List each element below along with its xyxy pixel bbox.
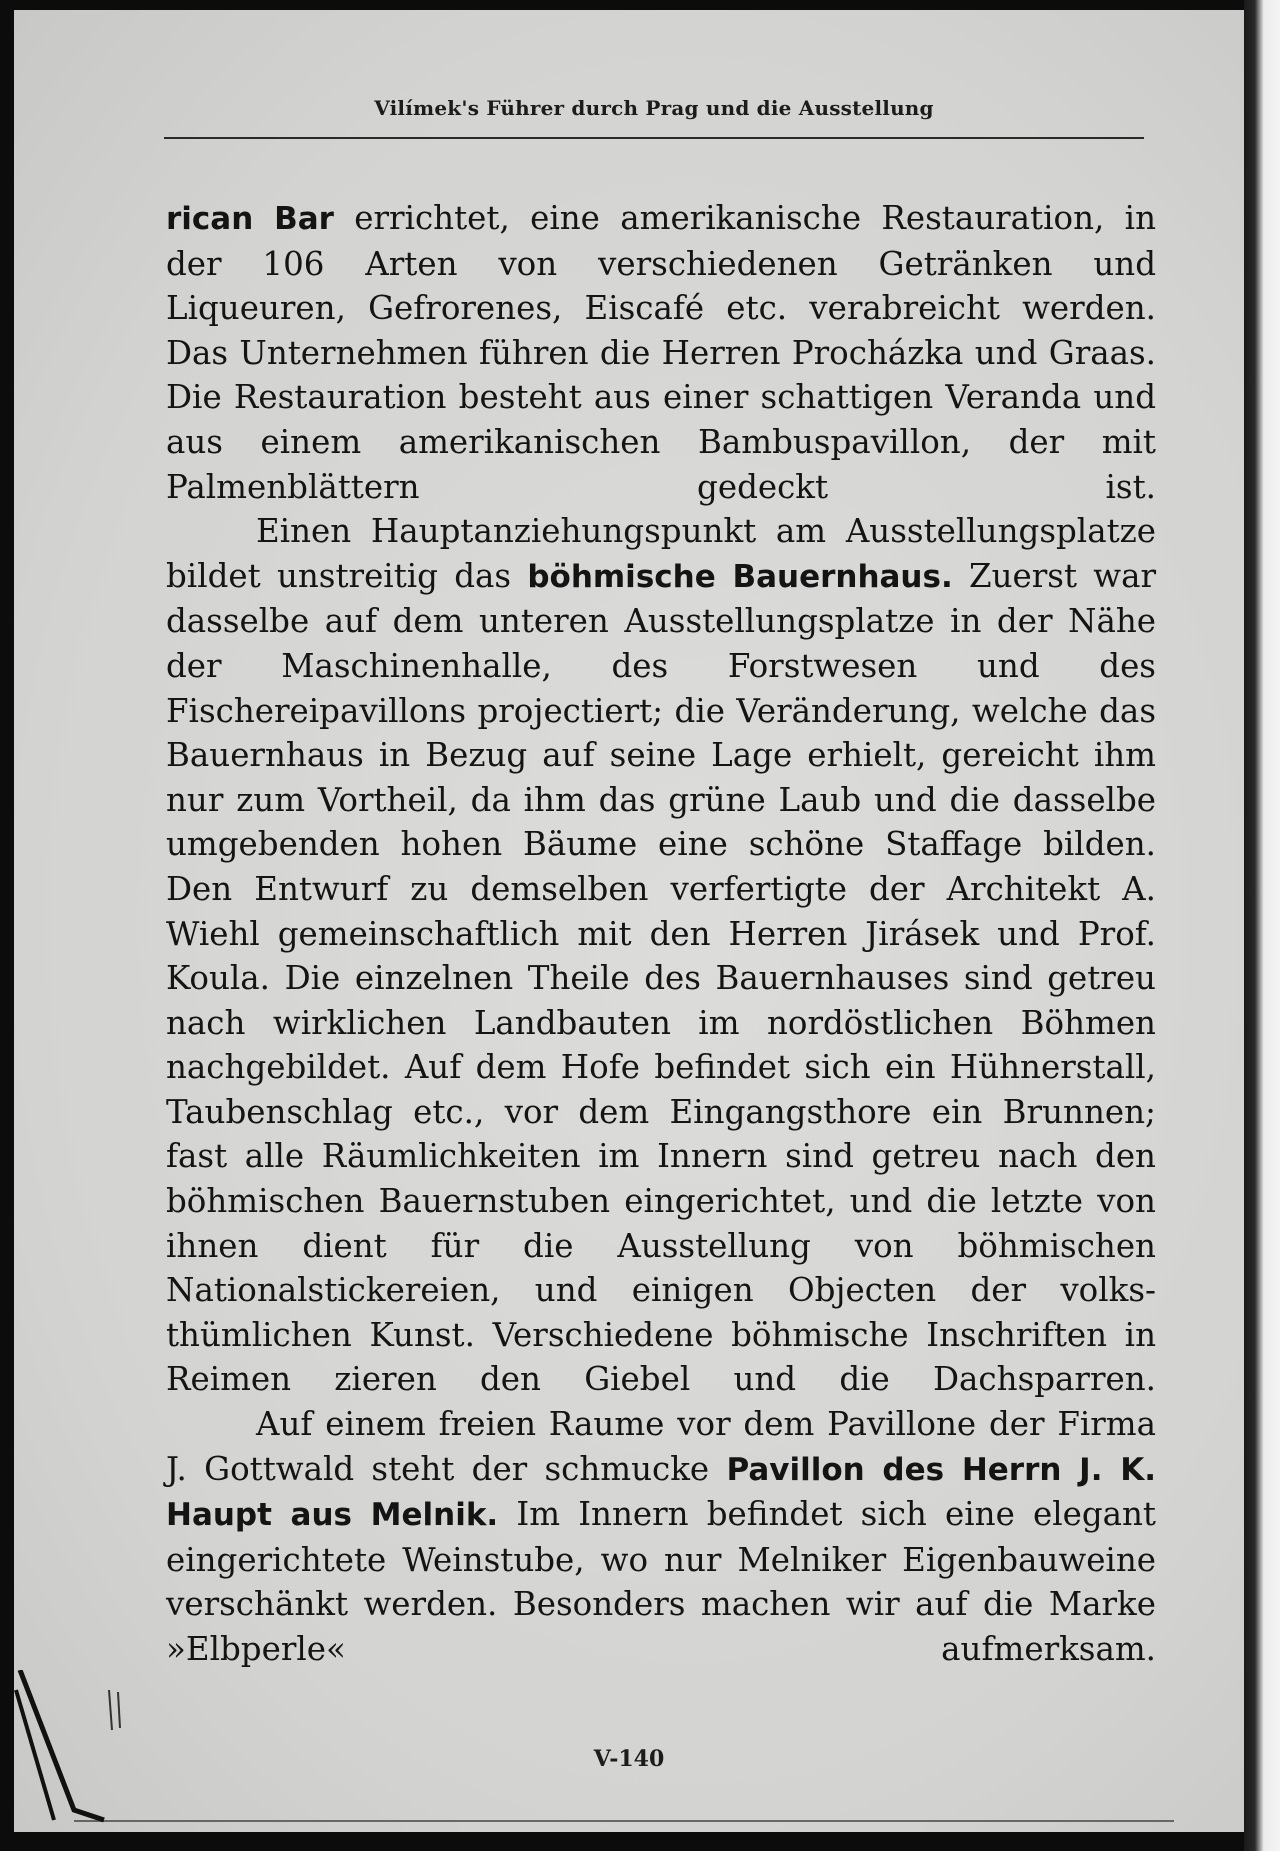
highlight-bauernhaus: böhmische Bauernhaus. [527, 558, 953, 595]
paragraph-1-text: errichtet, eine amerikanische Restauration, in der 106 Arten von verschiedenen Getränken und Liqueuren, Gefrorenes, Eiscafé etc. verabreicht werden. Das Unternehmen führen die Herren Procházka und Graas. Die Restauration besteht aus einer schattigen Veranda und aus einem amerikanischen Bambuspavillon, der mit Palmenblättern gedeckt ist. [166, 199, 1156, 506]
book-page [14, 10, 1244, 1832]
page-number: V-140 [593, 1746, 665, 1772]
book-spine-edge [1244, 0, 1280, 1851]
paragraph-3-text-a: Auf einem freien Raume vor dem Pavillone der Firma J. Gottwald steht der schmucke [166, 1405, 1156, 1488]
paragraph-2 [166, 509, 1156, 1402]
bottom-rule [74, 1820, 1174, 1822]
highlight-pavillon-haupt: Pavillon des Herrn J. K. Haupt aus Melnik. [166, 1451, 1156, 1534]
paragraph-2-text-a: Einen Hauptanziehungspunkt am Ausstellungsplatze bildet unstreitig das [166, 512, 1156, 595]
highlight-american-bar: rican Bar [166, 201, 334, 237]
paragraph-2-text-b: Zuerst war dasselbe auf dem unteren Ausstellungsplatze in der Nähe der Maschinenhalle, des Forstwesen und des Fischereipavillons projectiert; die Veränderung, welche das Bauernhaus in Bezug auf seine Lage erhielt, gereicht ihm nur zum Vortheil, da ihm das grüne Laub und die dasselbe umgebenden hohen Bäume eine schöne Staffage bilden. Den Entwurf zu demselben verfertigte der Architekt A. Wiehl gemeinschaftlich mit den Herren Jirásek und Prof. Koula. Die einzelnen Theile des Bauernhauses sind getreu nach wirklichen Landbauten im nordöstlichen Böhmen nachgebildet. Auf dem Hofe befindet sich ein Hühnerstall, Taubenschlag etc., vor dem Eingangsthore ein Brunnen; fast alle Räumlichkeiten im Innern sind getreu nach den böhmischen Bauernstuben eingerichtet, und die letzte von ihnen dient für die Ausstellung von böhmischen Nationalstickereien, und einigen Objecten der volksthümlichen Kunst. Verschiedene böhmische Inschriften in Reimen zieren den Giebel und die Dachsparren. [166, 556, 1156, 1399]
scan-corner-mark [14, 1670, 124, 1830]
paragraph-3-text-b: Im Innern befindet sich eine elegant eingerichtete Weinstube, wo nur Melniker Eigenbauweine verschänkt werden. Besonders machen wir auf die Marke »Elbperle« aufmerksam. [166, 1495, 1156, 1668]
header-rule [164, 137, 1144, 139]
paragraph-3 [166, 1402, 1156, 1672]
paragraph-1 [166, 196, 1156, 509]
body-text [166, 196, 1156, 1672]
running-header: Vilímek's Führer durch Prag und die Ausstellung [374, 96, 934, 120]
